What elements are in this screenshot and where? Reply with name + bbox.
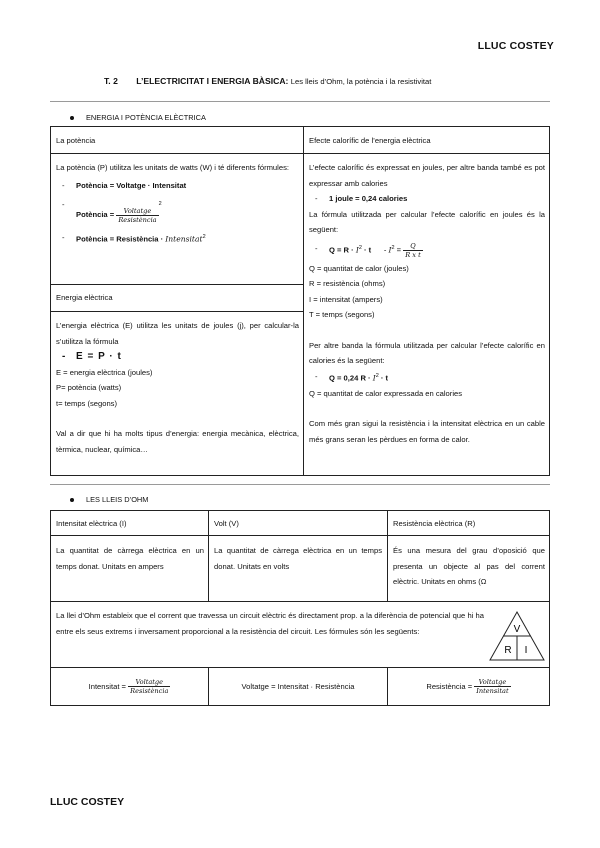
row-divider <box>51 535 549 536</box>
resistencia-text: És una mesura del grau d’oposició que presenta un objecte al pas del corrent elèctric. Unitats en ohms (Ω <box>393 546 545 586</box>
calorific-formula-joules: - $Q = R \cdot I^2 \cdot t$ - $I^2$ = $\frac{Q}{\text{R x t}}$ <box>309 241 545 259</box>
potencia-header: La potència <box>56 136 96 145</box>
calorific-header: Efecte calorífic de l’energia elèctrica <box>309 136 431 145</box>
intensitat-text: La quantitat de càrrega elèctrica en un temps donat. Unitats en ampers <box>56 546 204 571</box>
section-heading-ohm: LES LLEIS D’OHM <box>70 495 148 504</box>
calorific-formula-calories: - Q = 0,24 $R \cdot I^2 \cdot t$ <box>309 369 545 386</box>
calorific-def-5: Q = quantitat de calor expressada en calories <box>309 388 463 398</box>
calorific-def-2: R = resistència (ohms) <box>309 279 386 289</box>
calorific-def-4: T = temps (segons) <box>309 310 375 320</box>
energia-intro: L’energia elèctrica (E) utilitza les unitats de joules (j), per calcular-la s’utilitza la fórmula <box>56 321 299 346</box>
section-heading-energy: ENERGIA I POTÈNCIA ELÈCTRICA <box>70 113 206 122</box>
triangle-i: I <box>524 645 528 656</box>
triangle-r: R <box>504 645 512 656</box>
bullet-icon <box>70 116 74 120</box>
page-title <box>104 76 564 86</box>
fraction: $\frac{\text{Voltatge}}{\text{Intensitat}}$ <box>476 678 509 695</box>
ohm-triangle-icon <box>488 610 546 662</box>
energia-def-2: P= potència (watts) <box>56 383 122 392</box>
header-brand: LLUC COSTEY <box>477 40 554 52</box>
potencia-formula-1: - Potència = Voltatge · Intensitat <box>56 178 299 194</box>
fraction: $\frac{\text{Voltatge}}{\text{Resistència}}$ <box>118 206 157 224</box>
ohm-laws-table <box>50 510 550 706</box>
fraction: $\frac{Q}{\text{R x t}}$ <box>405 241 421 259</box>
energia-def-1: E = energia elèctrica (joules) <box>56 367 153 377</box>
volt-text: La quantitat de càrrega elèctrica en un temps donat. Unitats en volts <box>214 546 382 571</box>
row-divider <box>51 601 549 602</box>
intensitat-header: Intensitat elèctrica (I) <box>56 519 127 528</box>
row-divider <box>51 153 549 154</box>
potencia-content <box>56 160 299 247</box>
divider-middle <box>50 484 550 485</box>
energy-power-table <box>50 126 550 476</box>
energia-note: Val a dir que hi ha molts tipus d’energia: energia mecànica, elèctrica, tèrmica, nuclear, química… <box>56 429 299 454</box>
title-main: L’ELECTRICITAT I ENERGIA BÀSICA: <box>136 76 289 86</box>
energia-header: Energia elèctrica <box>56 293 113 302</box>
calorific-def-3: I = intensitat (ampers) <box>309 294 383 304</box>
column-divider <box>387 511 388 601</box>
formula-voltatge: Voltatge = Intensitat · Resistència <box>241 682 355 691</box>
column-divider <box>208 511 209 601</box>
calorific-def-1: Q = quantitat de calor (joules) <box>309 263 409 273</box>
formula-resistencia: Resistència = $\frac{\text{Voltatge}}{\text{Intensitat}}$ <box>426 678 509 695</box>
calorific-note: Com més gran sigui la resistència i la intensitat elèctrica en un cable més grans seran les pèrdues en forma de calor. <box>309 419 545 444</box>
divider-top <box>50 101 550 102</box>
title-unit: T. 2 <box>104 76 118 86</box>
resistencia-header: Resistència elèctrica (R) <box>393 519 476 528</box>
calorific-calories-intro: Per altre banda la fórmula utilitzada per calcular l’efecte calorífic en calories és la següent: <box>309 340 545 366</box>
volt-header: Volt (V) <box>214 519 239 528</box>
calorific-content <box>309 160 545 447</box>
potencia-intro: La potència (P) utilitza les unitats de watts (W) i té diferents fórmules: <box>56 163 289 172</box>
footer-brand: LLUC COSTEY <box>50 796 125 808</box>
energia-formula: - E = P · t <box>56 349 299 365</box>
ohm-law-text: La llei d’Ohm estableix que el corrent que travessa un circuit elèctric és directament prop. a la diferència de potencial que hi ha entre els seus extrems i inversament proporcional a la resistència del circuit. Les fórmules són les següents: <box>56 611 484 636</box>
title-subtitle: Les lleis d’Ohm, la potència i la resistivitat <box>290 77 432 86</box>
triangle-v: V <box>513 624 521 635</box>
column-divider <box>303 127 304 475</box>
formula-intensitat: Intensitat = $\frac{\text{Voltatge}}{\text{Resistència}}$ <box>88 678 169 695</box>
potencia-formula-3: - Potència = Resistència · Intensitat$^2$ <box>56 230 299 247</box>
row-divider <box>51 284 303 285</box>
calorific-conversion: - 1 joule = 0,24 calories <box>309 191 545 207</box>
calorific-intro: L’efecte calorífic és expressat en joules, per altre banda també es pot expressar amb calories <box>309 163 545 188</box>
energia-def-3: t= temps (segons) <box>56 398 117 408</box>
bullet-icon <box>70 498 74 502</box>
row-divider <box>51 311 303 312</box>
energia-content <box>56 318 299 457</box>
fraction: $\frac{\text{Voltatge}}{\text{Resistència}}$ <box>130 678 169 695</box>
calorific-formula-intro: La fórmula utilitzada per calcular l’efecte calorífic en joules és la següent: <box>309 209 545 234</box>
potencia-formula-2: - Potència = $\frac{\text{Voltatge}}{\text{Resistència}}$ $^2$ <box>56 197 299 224</box>
